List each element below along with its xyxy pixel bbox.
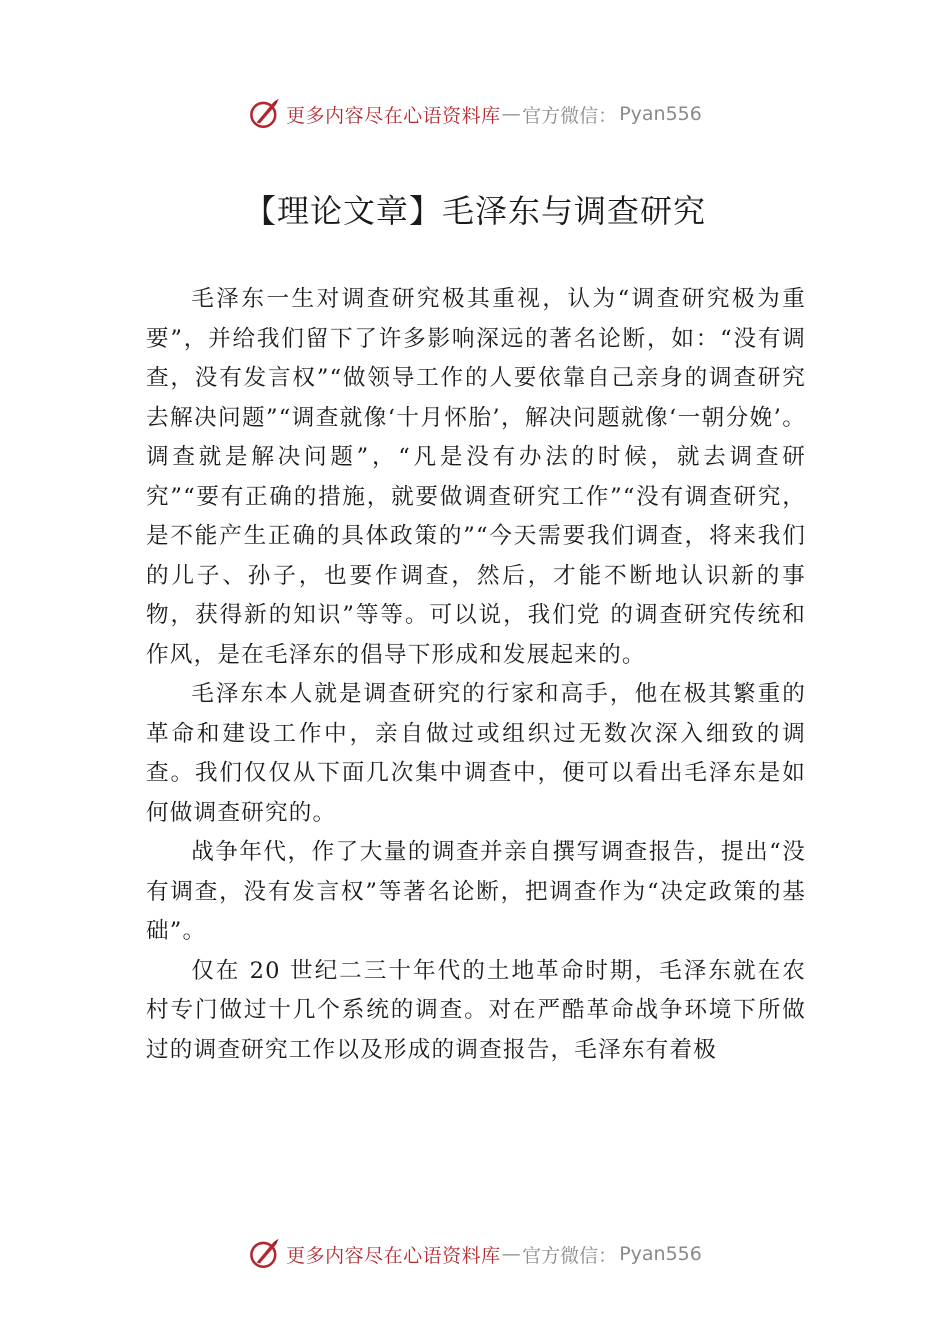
paragraph: 毛泽东本人就是调查研究的行家和高手，他在极其繁重的革命和建设工作中，亲自做过或组织过无数次深入细致的调查。我们仅仅从下面几次集中调查中，便可以看出毛泽东是如何做调查研究的。 [146, 681, 806, 826]
document-title: 【理论文章】毛泽东与调查研究 [243, 192, 706, 230]
quill-pen-logo-icon [248, 97, 282, 131]
paragraph: 战争年代，作了大量的调查并亲自撰写调查报告，提出“没有调查，没有发言权”等著名论断，把调查作为“决定政策的基础”。 [146, 839, 806, 944]
document-body [146, 280, 806, 1070]
wechat-label: 官方微信： [522, 1244, 618, 1267]
site-text: 更多内容尽在心语资料库 [286, 1244, 501, 1267]
paragraph: 仅在 20 世纪二三十年代的土地革命时期，毛泽东就在农村专门做过十几个系统的调查。对在严酷革命战争环境下所做过的调查研究工作以及形成的调查报告，毛泽东有着极 [146, 957, 806, 1063]
quill-pen-logo-icon [248, 1237, 282, 1271]
wechat-label: 官方微信： [522, 104, 618, 127]
footer-banner [0, 1232, 950, 1276]
wechat-id: Pyan556 [619, 1243, 702, 1265]
paragraph: 毛泽东一生对调查研究极其重视，认为“调查研究极为重要”，并给我们留下了许多影响深远的著名论断，如：“没有调查，没有发言权”“做领导工作的人要依靠自己亲身的调查研究去解决问题”“调查就像‘十月怀胎’，解决问题就像‘一朝分娩’。调查就是解决问题”，“凡是没有办法的时候，就去调查研究”“要有正确的措施，就要做调查研究工作”“没有调查研究，是不能产生正确的具体政策的”“今天需要我们调查，将来我们的儿子、孙子，也要作调查，然后，才能不断地认识新的事物，获得新的知识”等等。可以说，我们党 的调查研究传统和作风，是在毛泽东的倡导下形成和发展起来的。 [146, 286, 806, 668]
banner-separator: — [501, 1243, 522, 1265]
wechat-id: Pyan556 [619, 103, 702, 125]
header-banner [0, 92, 950, 136]
site-text: 更多内容尽在心语资料库 [286, 104, 501, 127]
banner-separator: — [501, 103, 522, 125]
